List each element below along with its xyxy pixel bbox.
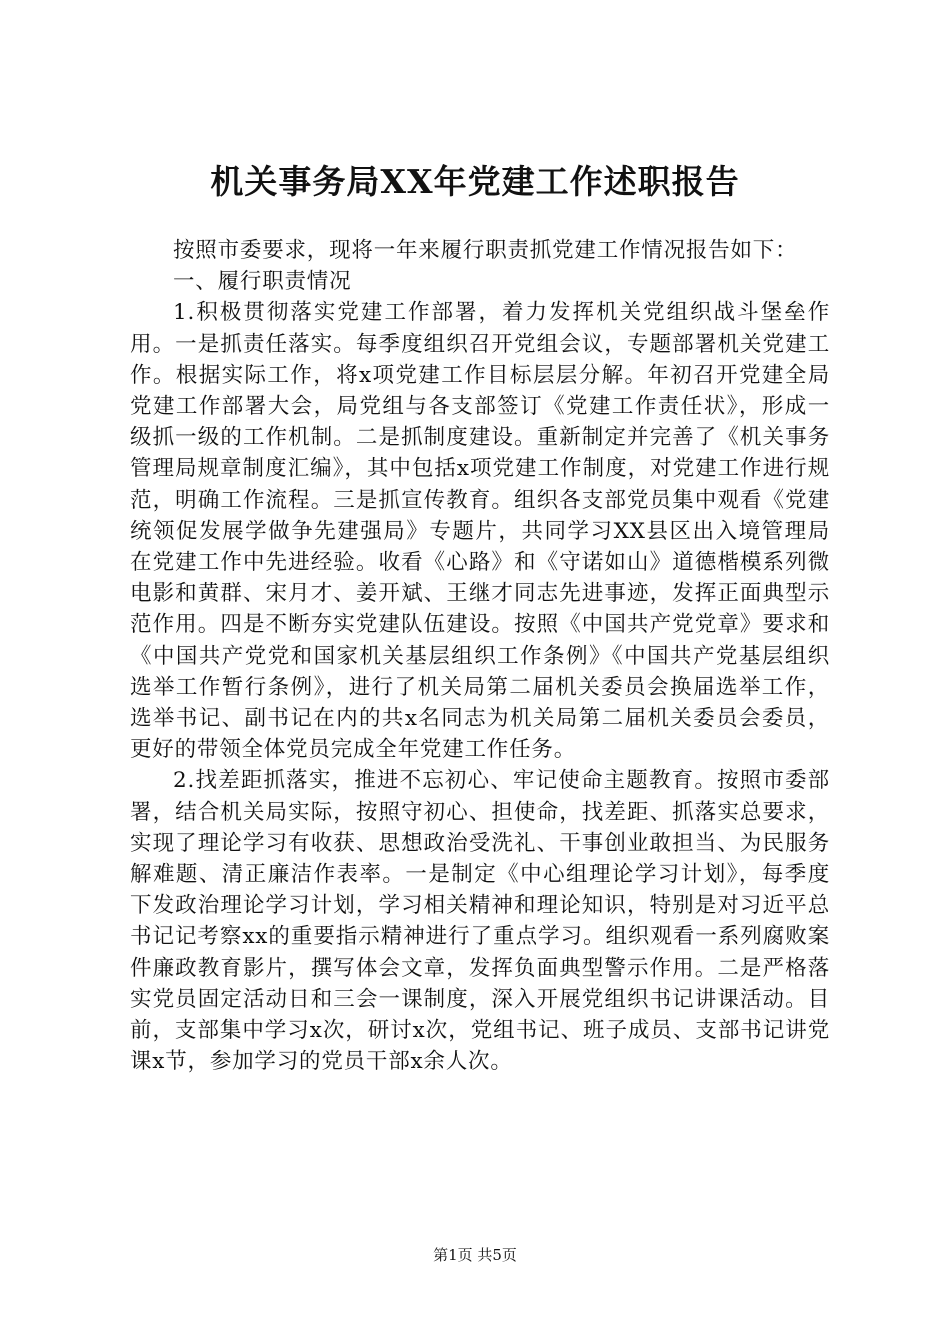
document-title: 机关事务局XX年党建工作述职报告 bbox=[210, 162, 740, 201]
page-number-footer: 第1页 共5页 bbox=[433, 1246, 517, 1264]
body-paragraph: 1.积极贯彻落实党建工作部署，着力发挥机关党组织战斗堡垒作用。一是抓责任落实。每季度组织召开党组会议，专题部署机关党建工作。根据实际工作，将x项党建工作目标层层分解。年初召开党建全局党建工作部署大会，局党组与各支部签订《党建工作责任状》，形成一级抓一级的工作机制。二是抓制度建设。重新制定并完善了《机关事务管理局规章制度汇编》，其中包括x项党建工作制度，对党建工作进行规范，明确工作流程。三是抓宣传教育。组织各支部党员集中观看《党建统领促发展学做争先建强局》专题片，共同学习XX县区出入境管理局在党建工作中先进经验。收看《心路》和《守诺如山》道德楷模系列微电影和黄群、宋月才、姜开斌、王继才同志先进事迹，发挥正面典型示范作用。四是不断夯实党建队伍建设。按照《中国共产党党章》要求和《中国共产党党和国家机关基层组织工作条例》《中国共产党基层组织选举工作暂行条例》，进行了机关局第二届机关委员会换届选举工作，选举书记、副书记在内的共x名同志为机关局第二届机关委员会委员，更好的带领全体党员完成全年党建工作任务。 bbox=[130, 300, 830, 763]
section-heading: 一、履行职责情况 bbox=[173, 269, 352, 295]
intro-paragraph: 按照市委要求，现将一年来履行职责抓党建工作情况报告如下： bbox=[173, 238, 798, 263]
body-paragraph: 2.找差距抓落实，推进不忘初心、牢记使命主题教育。按照市委部署，结合机关局实际，按照守初心、担使命，找差距、抓落实总要求，实现了理论学习有收获、思想政治受洗礼、干事创业敢担当、为民服务解难题、清正廉洁作表率。一是制定《中心组理论学习计划》，每季度下发政治理论学习计划，学习相关精神和理论知识，特别是对习近平总书记记考察xx的重要指示精神进行了重点学习。组织观看一系列腐败案件廉政教育影片，撰写体会文章，发挥负面典型警示作用。二是严格落实党员固定活动日和三会一课制度，深入开展党组织书记讲课活动。目前，支部集中学习x次，研讨x次，党组书记、班子成员、支部书记讲党课x节，参加学习的党员干部x余人次。 bbox=[130, 768, 830, 1075]
document-body bbox=[130, 235, 830, 1077]
